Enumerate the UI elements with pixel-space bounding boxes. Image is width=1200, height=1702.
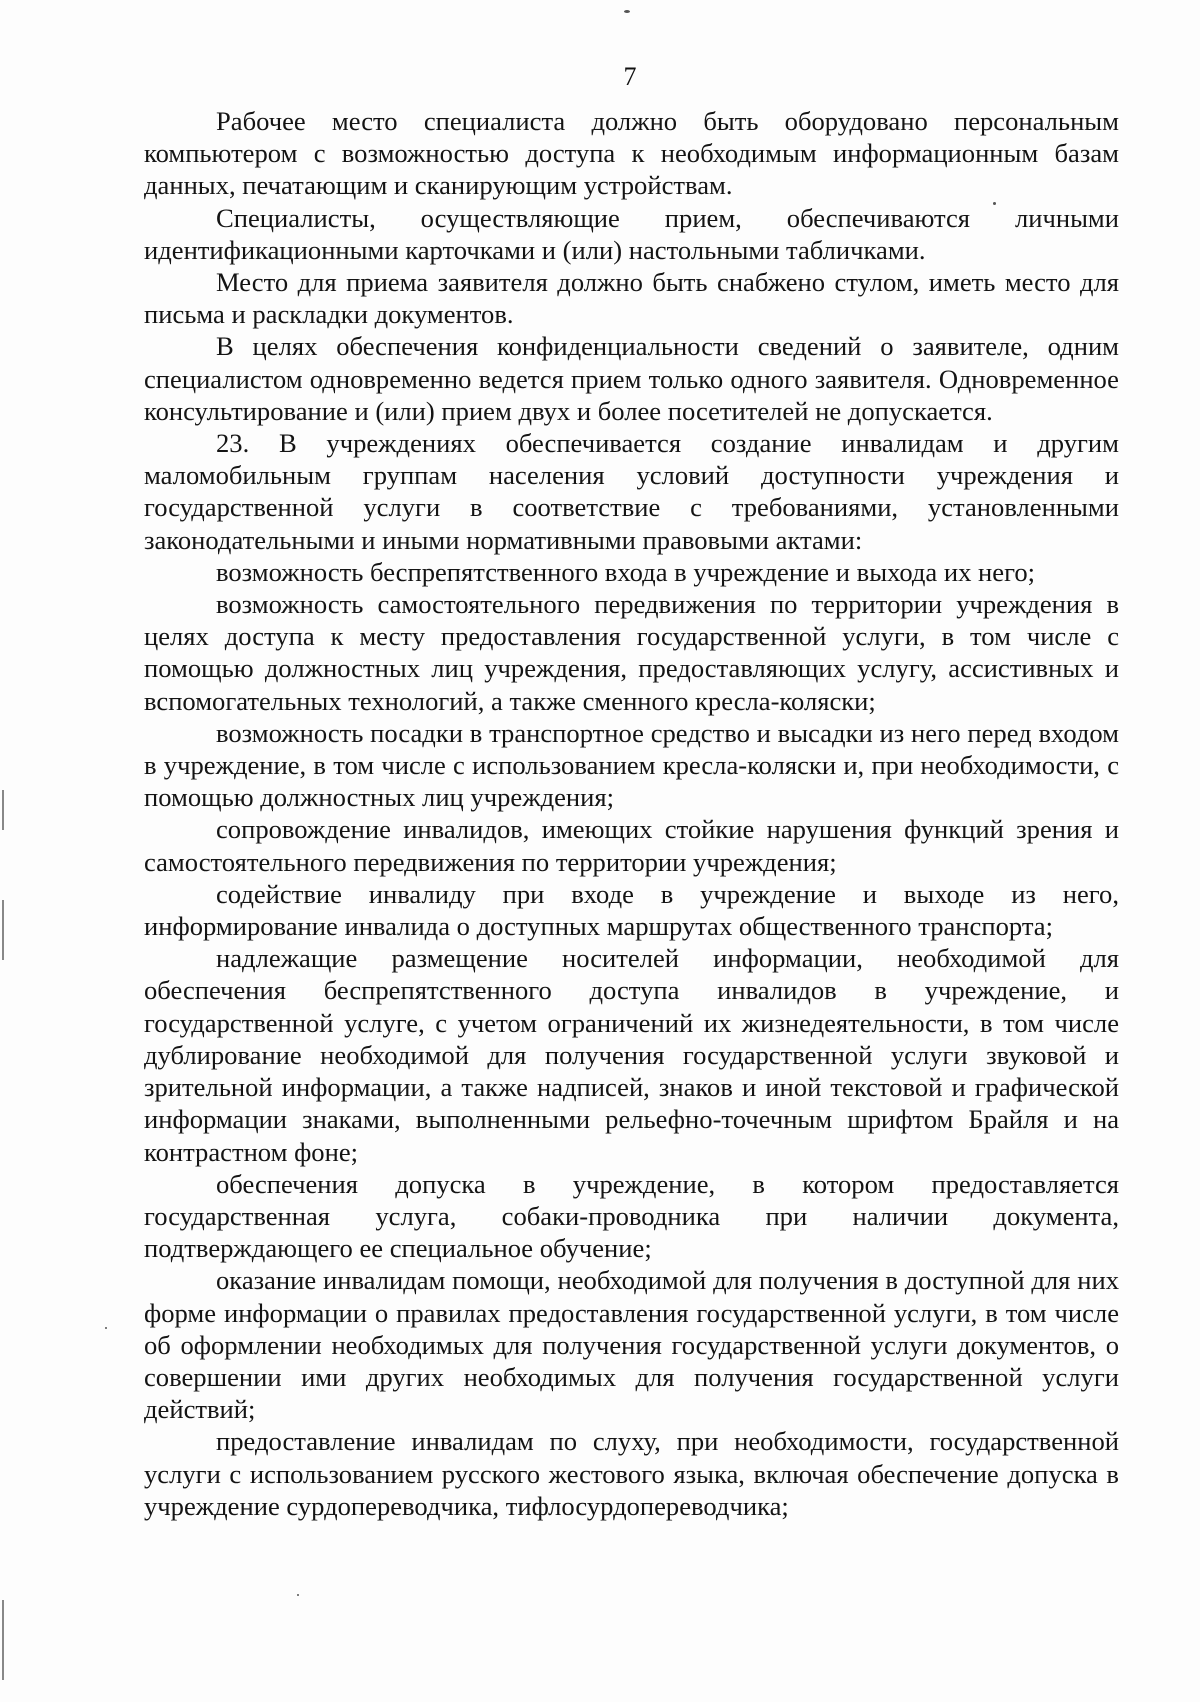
- paragraph: Рабочее место специалиста должно быть оборудовано персональным компьютером с возможностью доступа к необходимым информационным базам данных, печатающим и сканирующим устройствам.: [144, 106, 1119, 201]
- paragraph: оказание инвалидам помощи, необходимой для получения в доступной для них форме информации о правилах предоставления государственной услуги, в том числе об оформлении необходимых для получения государственной услуги документов, о совершении ими других необходимых для получения государственной услуги действий;: [144, 1265, 1119, 1425]
- paragraph: возможность самостоятельного передвижения по территории учреждения в целях доступа к месту предоставления государственной услуги, в том числе с помощью должностных лиц учреждения, предоставляющих услугу, ассистивных и вспомогательных технологий, а также сменного кресла-коляски;: [144, 589, 1119, 716]
- paragraph: В целях обеспечения конфиденциальности сведений о заявителе, одним специалистом одновременно ведется прием только одного заявителя. Одновременное консультирование и (или) прием двух и более посетителей не допускается.: [144, 331, 1119, 426]
- paragraph: сопровождение инвалидов, имеющих стойкие нарушения функций зрения и самостоятельного передвижения по территории учреждения;: [144, 814, 1119, 877]
- page-number: 7: [623, 62, 637, 91]
- scan-edge-mark: [2, 790, 4, 830]
- paragraph: 23. В учреждениях обеспечивается создание инвалидам и другим маломобильным группам населения условий доступности учреждения и государственной услуги в соответствие с требованиями, установленными законодательными и иными нормативными правовыми актами:: [144, 428, 1119, 555]
- paragraph: содействие инвалиду при входе в учреждение и выходе из него, информирование инвалида о доступных маршрутах общественного транспорта;: [144, 878, 1119, 942]
- scan-edge-mark: [2, 900, 4, 960]
- document-body: [144, 105, 1119, 1522]
- paragraph: Место для приема заявителя должно быть снабжено стулом, иметь место для письма и раскладки документов.: [144, 267, 1119, 330]
- scan-speck: [105, 1327, 107, 1329]
- paragraph: возможность посадки в транспортное средство и высадки из него перед входом в учреждение, в том числе с использованием кресла-коляски и, при необходимости, с помощью должностных лиц учреждения;: [144, 717, 1119, 813]
- paragraph: возможность беспрепятственного входа в учреждение и выхода их него;: [216, 556, 1036, 587]
- paragraph: Специалисты, осуществляющие прием, обеспечиваются личными идентификационными карточками и (или) настольными табличками.: [144, 202, 1119, 265]
- paragraph: надлежащие размещение носителей информации, необходимой для обеспечения беспрепятственного доступа инвалидов в учреждение, и государственной услуге, с учетом ограничений их жизнедеятельности, в том числе дублирование необходимой для получения государственной услуги звуковой и зрительной информации, а также надписей, знаков и иной текстовой и графической информации знаками, выполненными рельефно-точечным шрифтом Брайля и на контрастном фоне;: [144, 943, 1119, 1167]
- scan-edge-mark: [2, 1600, 4, 1680]
- scan-speck: [624, 10, 630, 13]
- paragraph: обеспечения допуска в учреждение, в котором предоставляется государственная услуга, собаки-проводника при наличии документа, подтверждающего ее специальное обучение;: [144, 1168, 1119, 1264]
- scan-speck: [297, 1594, 299, 1596]
- paragraph: предоставление инвалидам по слуху, при необходимости, государственной услуги с использованием русского жестового языка, включая обеспечение допуска в учреждение сурдопереводчика, тифлосурдопереводчика;: [144, 1426, 1119, 1521]
